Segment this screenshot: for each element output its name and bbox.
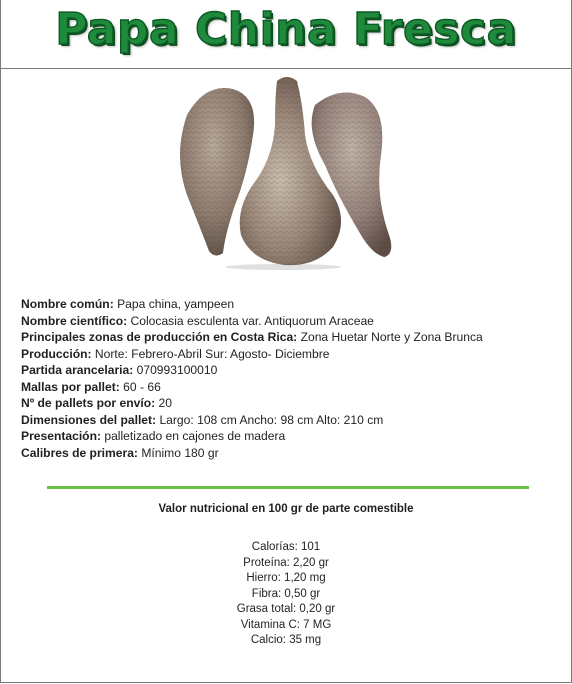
nutrition-item: Calorías: 101 bbox=[251, 541, 321, 553]
nutrition-item: Grasa total: 0,20 gr bbox=[236, 603, 336, 615]
spec-caliber: Calibres de primera: Mínimo 180 gr bbox=[21, 445, 219, 460]
nutrition-item: Hierro: 1,20 mg bbox=[246, 572, 326, 584]
spec-production-zones: Principales zonas de producción en Costa Rica: Zona Huetar Norte y Zona Brunca bbox=[21, 330, 483, 344]
nutrition-item: Proteína: 2,20 gr bbox=[243, 556, 329, 569]
spec-pallet-dimensions: Dimensiones del pallet: Largo: 108 cm Ancho: 98 cm Alto: 210 cm bbox=[21, 412, 384, 427]
nutrition-item: Fibra: 0,50 gr bbox=[251, 587, 321, 600]
spec-scientific-name: Nombre científico: Colocasia esculenta var. Antiquorum Araceae bbox=[21, 313, 374, 328]
spec-meshes-per-pallet: Mallas por pallet: 60 - 66 bbox=[21, 379, 161, 394]
taro-tubers-photo bbox=[165, 75, 415, 270]
nutrition-item: Calcio: 35 mg bbox=[250, 634, 322, 646]
spec-tariff-code: Partida arancelaria: 070993100010 bbox=[21, 363, 218, 377]
nutrition-list bbox=[0, 540, 572, 649]
section-divider bbox=[47, 486, 529, 489]
page-title: Papa China Fresca bbox=[55, 4, 517, 55]
product-specs bbox=[21, 296, 561, 461]
spec-pallets-per-shipment: Nº de pallets por envío: 20 bbox=[21, 396, 172, 410]
header bbox=[0, 0, 572, 69]
nutrition-item: Vitamina C: 7 MG bbox=[240, 618, 332, 631]
spec-common-name: Nombre común: Papa china, yampeen bbox=[21, 297, 235, 311]
nutrition-heading: Valor nutricional en 100 gr de parte comestible bbox=[158, 503, 414, 515]
spec-production: Producción: Norte: Febrero-Abril Sur: Agosto- Diciembre bbox=[21, 346, 330, 361]
spec-presentation: Presentación: palletizado en cajones de madera bbox=[21, 429, 286, 443]
